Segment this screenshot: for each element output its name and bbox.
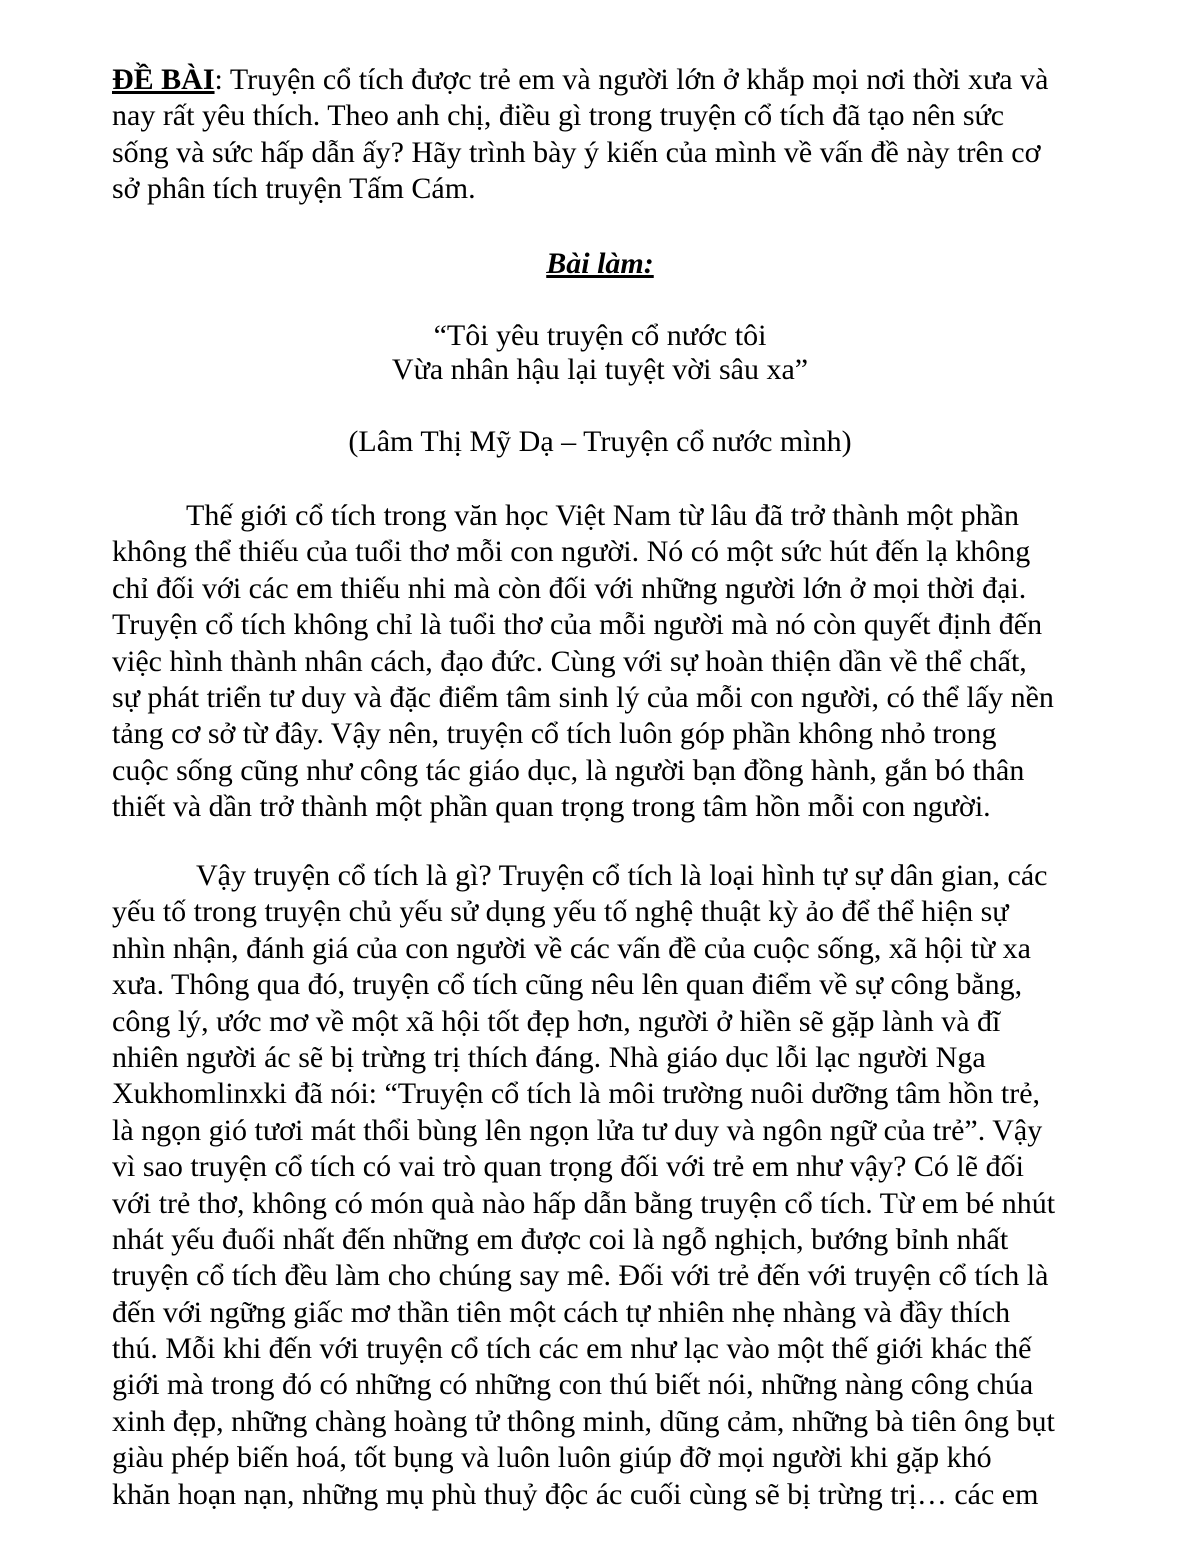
answer-heading: Bài làm: — [546, 247, 654, 280]
paragraph-line: khăn hoạn nạn, những mụ phù thuỷ độc ác cuối cùng sẽ bị trừng trị… các em — [112, 1477, 1039, 1511]
paragraph-line: giới mà trong đó có những có những con thú biết nói, những nàng công chúa — [112, 1368, 1034, 1402]
paragraph-line: giàu phép biến hoá, tốt bụng và luôn luôn giúp đỡ mọi người khi gặp khó — [112, 1441, 992, 1475]
poem-line: “Tôi yêu truyện cổ nước tôi — [433, 319, 767, 352]
paragraph-line: nhìn nhận, đánh giá của con người về các vấn đề của cuộc sống, xã hội từ xa — [112, 931, 1031, 965]
paragraph-line: Thế giới cổ tích trong văn học Việt Nam từ lâu đã trở thành một phần — [186, 499, 1019, 532]
paragraph-line: Truyện cổ tích không chỉ là tuổi thơ của mỗi người mà nó còn quyết định đến — [112, 608, 1043, 642]
assignment-topic — [112, 62, 1112, 208]
topic-line: sở phân tích truyện Tấm Cám. — [112, 172, 476, 206]
topic-label: ĐỀ BÀI — [112, 63, 215, 96]
paragraph-line: sự phát triển tư duy và đặc điểm tâm sinh lý của mỗi con người, có thể lấy nền — [112, 680, 1054, 714]
paragraph-line: yếu tố trong truyện chủ yếu sử dụng yếu tố nghệ thuật kỳ ảo để thể hiện sự — [112, 895, 1009, 929]
paragraph-line: vì sao truyện cổ tích có vai trò quan trọng đối với trẻ em như vậy? Có lẽ đối — [112, 1150, 1024, 1184]
topic-line — [112, 62, 1112, 98]
topic-line: nay rất yêu thích. Theo anh chị, điều gì trong truyện cổ tích đã tạo nên sức — [112, 99, 1005, 133]
paragraph-2 — [112, 858, 1112, 1513]
paragraph-line: Vậy truyện cổ tích là gì? Truyện cổ tích là loại hình tự sự dân gian, các — [196, 859, 1048, 892]
paragraph-line: việc hình thành nhân cách, đạo đức. Cùng với sự hoàn thiện dần về thể chất, — [112, 644, 1027, 678]
paragraph-line: công lý, ước mơ về một xã hội tốt đẹp hơn, người ở hiền sẽ gặp lành và đĩ — [112, 1004, 1001, 1038]
paragraph-line: truyện cổ tích đều làm cho chúng say mê. Đối với trẻ đến với truyện cổ tích là — [112, 1259, 1049, 1293]
paragraph-line: thú. Mỗi khi đến với truyện cổ tích các em như lạc vào một thế giới khác thế — [112, 1332, 1032, 1366]
paragraph-line: Xukhomlinxki đã nói: “Truyện cổ tích là môi trường nuôi dưỡng tâm hồn trẻ, — [112, 1077, 1041, 1111]
paragraph-line: với trẻ thơ, không có món quà nào hấp dẫn bằng truyện cổ tích. Từ em bé nhút — [112, 1186, 1056, 1220]
paragraph-1 — [112, 498, 1112, 826]
paragraph-line: là ngọn gió tươi mát thổi bùng lên ngọn lửa tư duy và ngôn ngữ của trẻ”. Vậy — [112, 1113, 1043, 1147]
paragraph-line: không thể thiếu của tuổi thơ mỗi con người. Nó có một sức hút đến lạ không — [112, 535, 1031, 569]
paragraph-line: thiết và dần trở thành một phần quan trọng trong tâm hồn mỗi con người. — [112, 790, 991, 824]
poem-quote — [0, 318, 1200, 386]
paragraph-line: chỉ đối với các em thiếu nhi mà còn đối với những người lớn ở mọi thời đại. — [112, 571, 1027, 605]
poem-line: Vừa nhân hậu lại tuyệt vời sâu xa” — [391, 353, 809, 386]
paragraph-line: đến với ngững giấc mơ thần tiên một cách tự nhiên nhẹ nhàng và đầy thích — [112, 1295, 1011, 1329]
paragraph-line: nhát yếu đuối nhất đến những em được coi là ngỗ nghịch, bướng bỉnh nhất — [112, 1222, 1009, 1256]
paragraph-line: xưa. Thông qua đó, truyện cổ tích cũng nêu lên quan điểm về sự công bằng, — [112, 968, 1023, 1002]
paragraph-line: cuộc sống cũng như công tác giáo dục, là người bạn đồng hành, gắn bó thân — [112, 753, 1025, 787]
topic-text: : Truyện cổ tích được trẻ em và người lớn ở khắp mọi nơi thời xưa và — [214, 63, 1049, 96]
paragraph-line: tảng cơ sở từ đây. Vậy nên, truyện cổ tích luôn góp phần không nhỏ trong — [112, 717, 997, 751]
poem-citation: (Lâm Thị Mỹ Dạ – Truyện cổ nước mình) — [348, 425, 852, 458]
paragraph-line: xinh đẹp, những chàng hoàng tử thông minh, dũng cảm, những bà tiên ông bụt — [112, 1404, 1055, 1438]
topic-line: sống và sức hấp dẫn ấy? Hãy trình bày ý kiến của mình về vấn đề này trên cơ — [112, 135, 1041, 169]
paragraph-line: nhiên người ác sẽ bị trừng trị thích đáng. Nhà giáo dục lỗi lạc người Nga — [112, 1040, 986, 1074]
